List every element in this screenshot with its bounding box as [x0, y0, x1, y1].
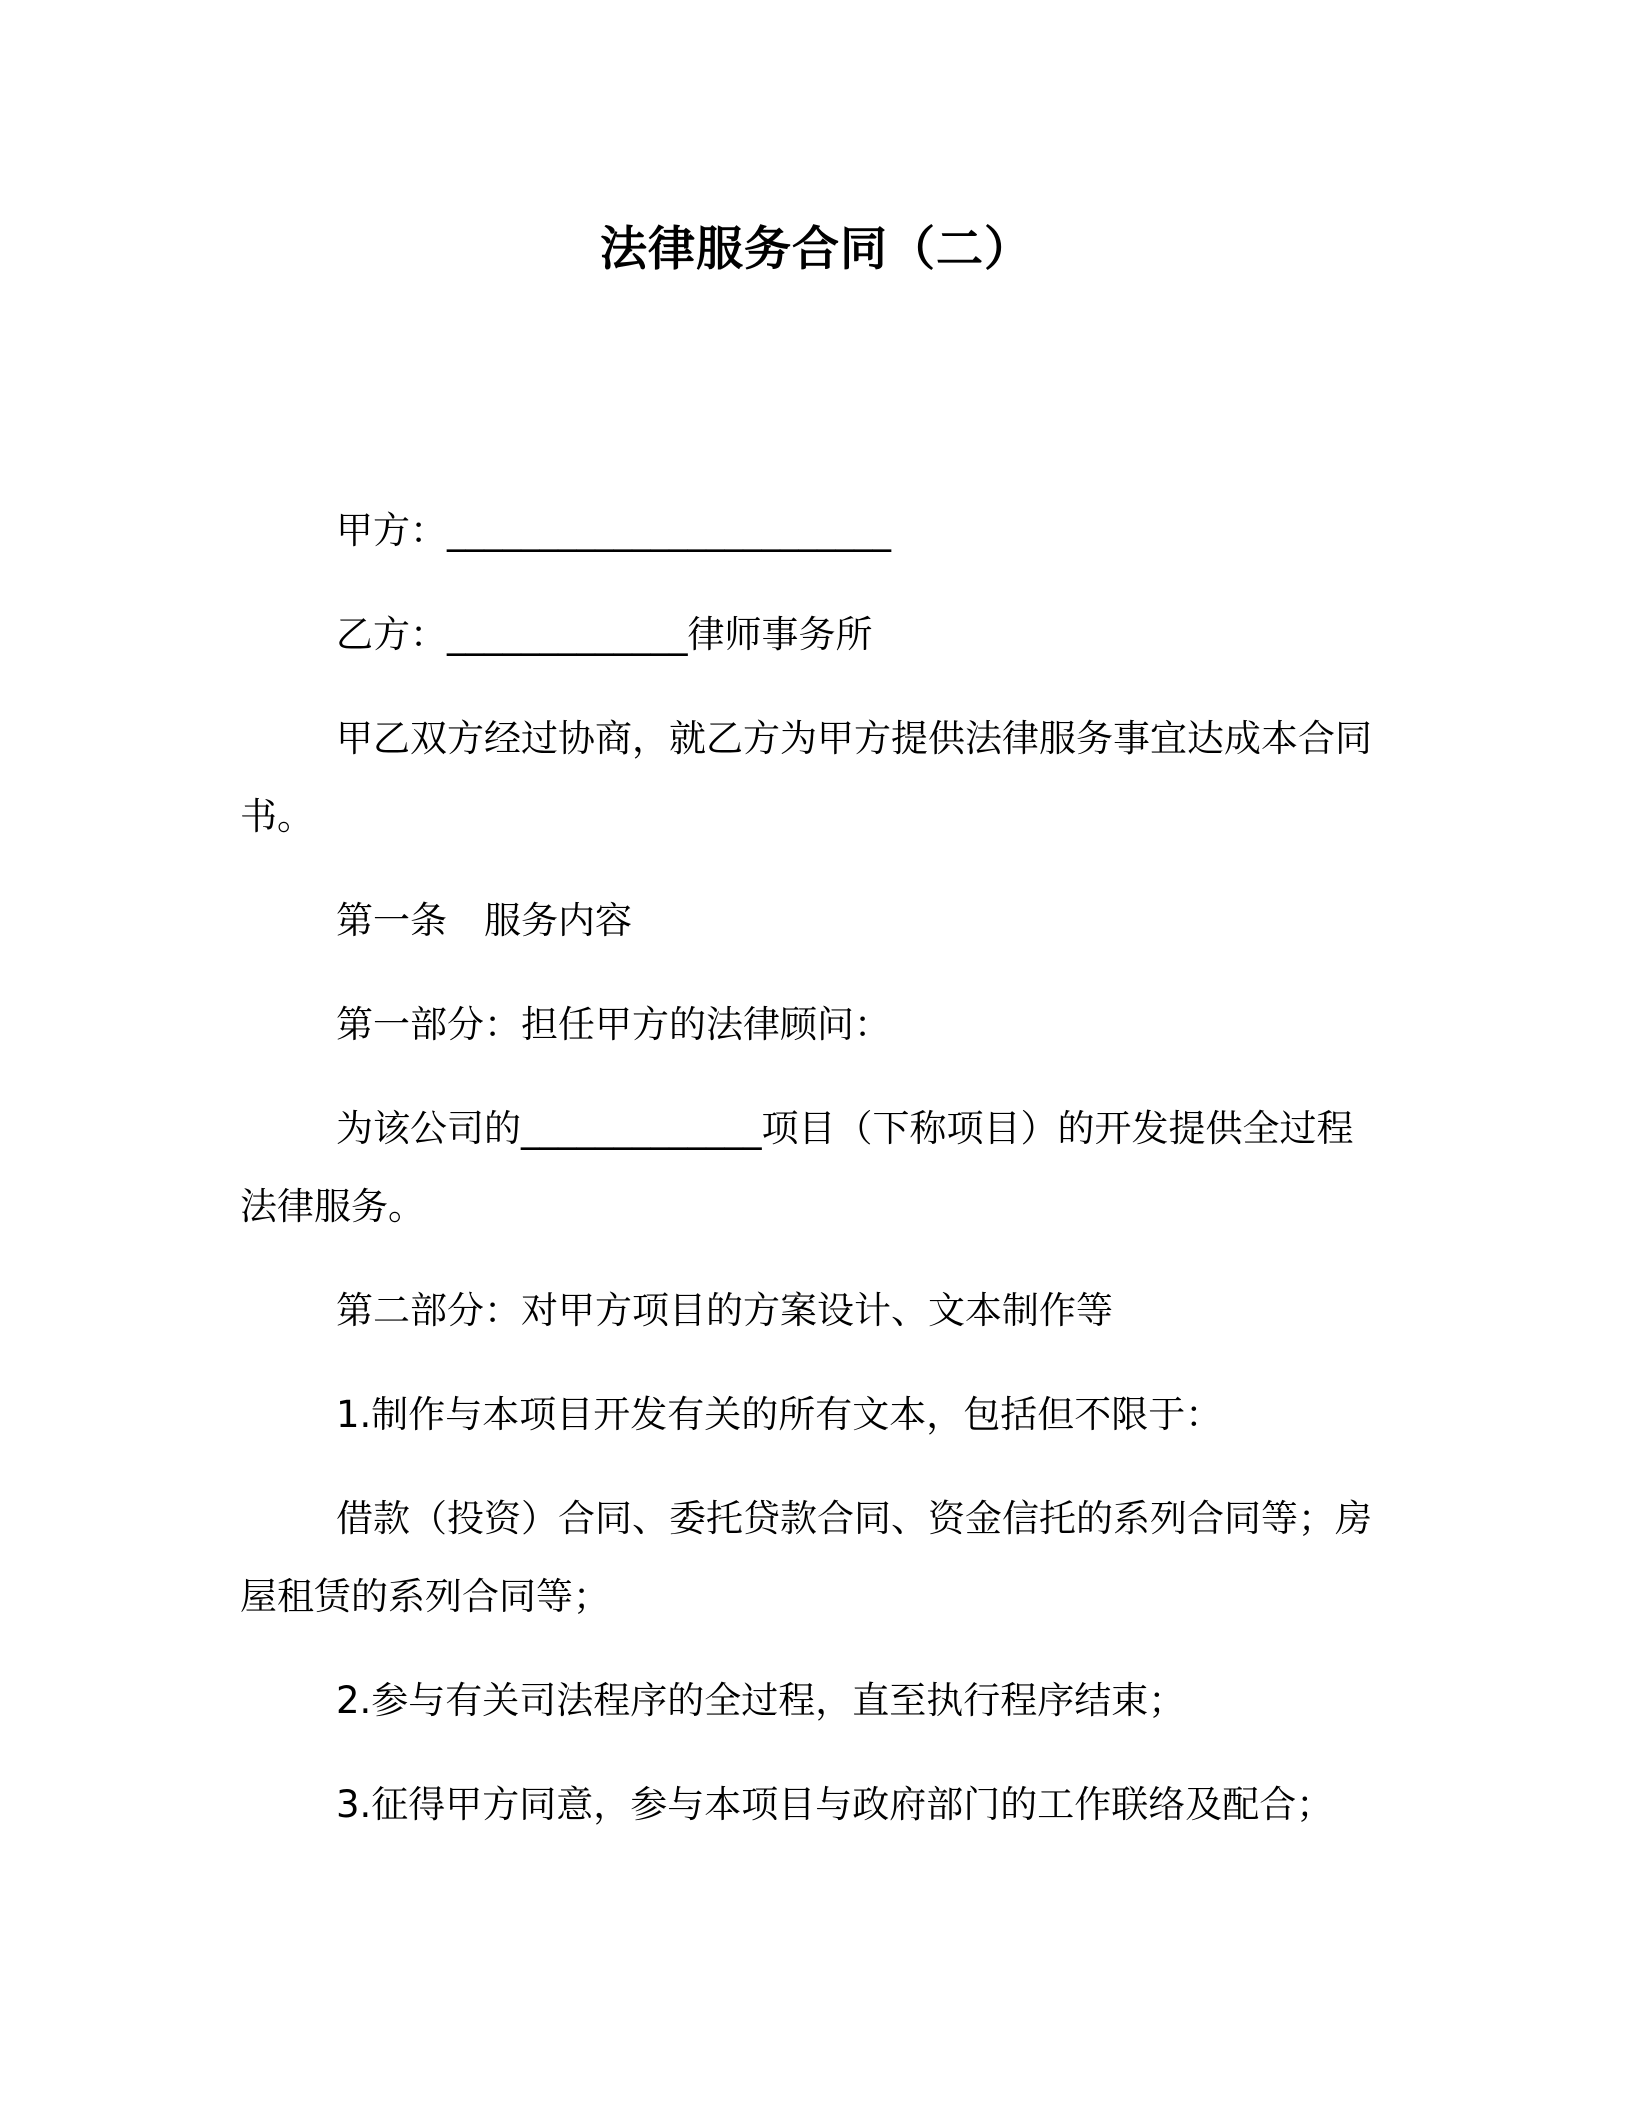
document-title: 法律服务合同（二）: [600, 222, 1032, 277]
party-a-line: 甲方：________________________: [336, 509, 891, 552]
item-3-paragraph: 3.征得甲方同意，参与本项目与政府部门的工作联络及配合；: [336, 1783, 1334, 1826]
item-1-detail-paragraph: 借款（投资）合同、委托贷款合同、资金信托的系列合同等；房屋租赁的系列合同等；: [240, 1497, 1372, 1618]
part-one-heading: 第一部分：担任甲方的法律顾问：: [336, 1003, 891, 1046]
party-b-line: 乙方：_____________律师事务所: [336, 613, 873, 656]
part-one-description: 为该公司的_____________项目（下称项目）的开发提供全过程法律服务。: [240, 1107, 1354, 1228]
agreement-intro-paragraph: 甲乙双方经过协商，就乙方为甲方提供法律服务事宜达成本合同书。: [240, 717, 1372, 838]
item-2-paragraph: 2.参与有关司法程序的全过程，直至执行程序结束；: [336, 1679, 1186, 1722]
article-one-heading: 第一条 服务内容: [336, 899, 632, 942]
item-1-paragraph: 1.制作与本项目开发有关的所有文本，包括但不限于：: [336, 1393, 1223, 1436]
part-two-heading: 第二部分：对甲方项目的方案设计、文本制作等: [336, 1289, 1113, 1332]
document-body: [240, 492, 1390, 1870]
